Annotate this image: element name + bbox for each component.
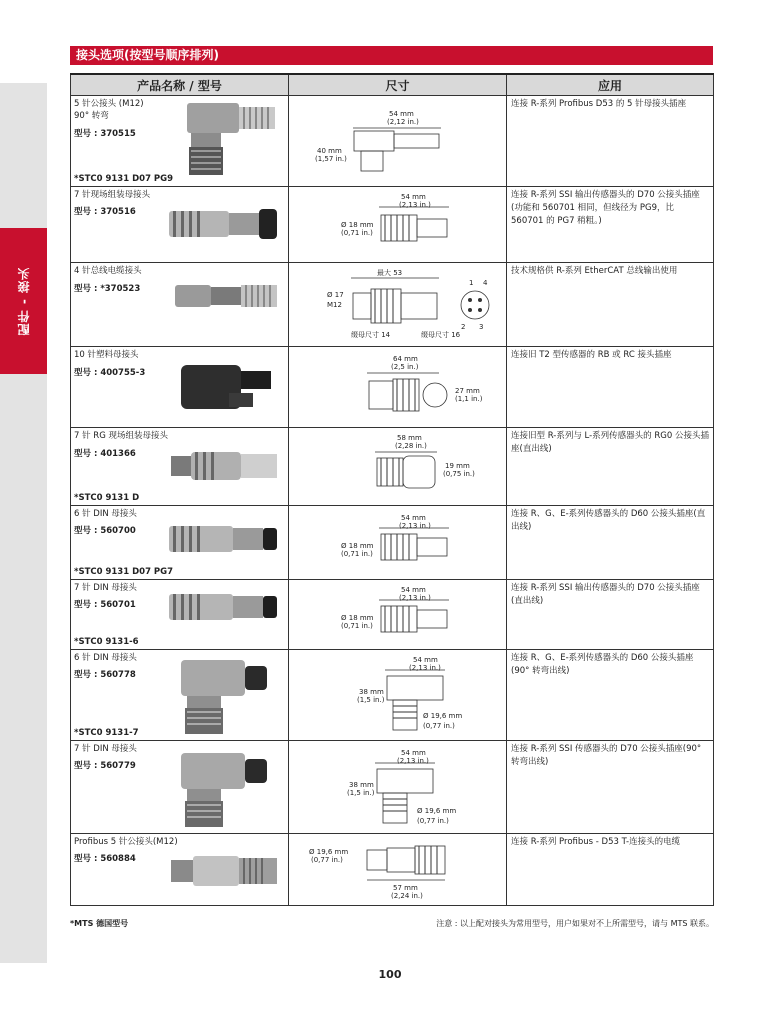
dim-label: (1,1 in.) bbox=[455, 395, 483, 403]
connector-photo bbox=[173, 357, 283, 421]
dimension-drawing bbox=[289, 650, 507, 740]
product-note: *STC0 9131-7 bbox=[74, 728, 139, 738]
dimension-drawing bbox=[289, 263, 507, 347]
product-model: 型号 : 560778 bbox=[74, 670, 136, 680]
dim-label: 38 mm bbox=[349, 781, 374, 789]
application-text: 连接 R-系列 Profibus D53 的 5 针母接头插座 bbox=[511, 99, 687, 109]
application-text: 连接旧型 R-系列与 L-系列传感器头的 RG0 公接头插座(直出线) bbox=[511, 431, 709, 454]
dim-label: (0,77 in.) bbox=[423, 722, 455, 730]
dim-label: (1,5 in.) bbox=[347, 789, 375, 797]
dim-label: Ø 19,6 mm bbox=[423, 712, 463, 720]
application-text: 连接 R-系列 SSI 传感器头的 D70 公接头插座(90° 转弯出线) bbox=[511, 744, 702, 767]
product-name: 4 针总线电缆接头 bbox=[74, 266, 142, 276]
product-model: 型号 : 560700 bbox=[74, 526, 136, 536]
dim-label: (2,5 in.) bbox=[391, 363, 419, 371]
dim-label: (2,12 in.) bbox=[387, 118, 419, 126]
dim-label: (0,77 in.) bbox=[311, 856, 343, 864]
connector-photo bbox=[167, 848, 283, 892]
dim-label: 19 mm bbox=[445, 462, 470, 470]
dim-label: Ø 19,6 mm bbox=[417, 807, 457, 815]
table-header-row bbox=[71, 74, 714, 96]
page-number: 100 bbox=[378, 968, 402, 981]
dim-label: (0,71 in.) bbox=[341, 550, 373, 558]
dim-label: 缀母尺寸 16 bbox=[421, 331, 461, 339]
table-row bbox=[71, 187, 714, 263]
dim-label: 64 mm bbox=[393, 355, 418, 363]
table-row bbox=[71, 428, 714, 506]
dimension-drawing bbox=[289, 834, 507, 906]
connector-photo bbox=[165, 588, 283, 628]
product-model: 型号 : 400755-3 bbox=[74, 368, 146, 378]
dim-label: 54 mm bbox=[389, 110, 414, 118]
dim-label: (2,13 in.) bbox=[399, 201, 431, 209]
dim-label: 54 mm bbox=[401, 586, 426, 594]
table-row bbox=[71, 741, 714, 834]
dimension-drawing bbox=[289, 580, 507, 650]
dim-label: 54 mm bbox=[413, 656, 438, 664]
application-text: 连接 R-系列 SSI 输出传感器头的 D70 公接头插座(直出线) bbox=[511, 583, 700, 606]
dim-label: Ø 18 mm bbox=[341, 614, 374, 622]
table-row bbox=[71, 347, 714, 428]
table-row bbox=[71, 263, 714, 347]
connector-photo bbox=[165, 520, 283, 560]
product-model: 型号 : 560779 bbox=[74, 761, 136, 771]
dim-label: 缀母尺寸 14 bbox=[351, 331, 391, 339]
product-name: Profibus 5 针公接头(M12) bbox=[74, 837, 178, 847]
product-model: 型号 : 370515 bbox=[74, 129, 136, 139]
product-model: 型号 : 560701 bbox=[74, 600, 136, 610]
table-row bbox=[71, 650, 714, 741]
product-name: 6 针 DIN 母接头 bbox=[74, 653, 137, 663]
application-text: 连接 R-系列 SSI 输出传感器头的 D70 公接头插座(功能和 560701 相同，但线径为 PG9，比 560701 的 PG7 稍粗。) bbox=[511, 190, 700, 226]
application-text: 连接 R、G、E-系列传感器头的 D60 公接头插座(90° 转弯出线) bbox=[511, 653, 694, 676]
product-name-line2: 90° 转弯 bbox=[74, 111, 109, 121]
product-name: 10 针塑料母接头 bbox=[74, 350, 139, 360]
dim-label: 最大 53 bbox=[377, 269, 403, 277]
pin-label: 2 bbox=[461, 323, 466, 331]
dim-label: 38 mm bbox=[359, 688, 384, 696]
pin-label: 1 bbox=[469, 279, 474, 287]
connector-photo bbox=[177, 98, 287, 184]
sidebar-section-tab[interactable] bbox=[0, 228, 47, 374]
dim-label: (2,24 in.) bbox=[391, 892, 423, 900]
dim-label: (0,75 in.) bbox=[443, 470, 475, 478]
dim-label: (1,5 in.) bbox=[357, 696, 385, 704]
dim-label: (0,71 in.) bbox=[341, 622, 373, 630]
dim-label: (2,13 in.) bbox=[397, 757, 429, 765]
product-name: 6 针 DIN 母接头 bbox=[74, 509, 137, 519]
dim-label: Ø 18 mm bbox=[341, 221, 374, 229]
application-text: 技术规格供 R-系列 EtherCAT 总线输出使用 bbox=[511, 266, 678, 276]
sidebar-strip bbox=[0, 83, 47, 963]
product-note: *STC0 9131 D bbox=[74, 493, 140, 503]
col-header-dimensions: 尺寸 bbox=[289, 74, 507, 96]
dim-label: (0,71 in.) bbox=[341, 229, 373, 237]
sidebar-section-label: 配件 - 接头 bbox=[17, 266, 31, 336]
dim-label: 57 mm bbox=[393, 884, 418, 892]
dim-label: (0,77 in.) bbox=[417, 817, 449, 825]
dimension-drawing bbox=[289, 741, 507, 833]
dim-label: M12 bbox=[327, 301, 342, 309]
connector-photo bbox=[167, 446, 283, 486]
dimension-drawing bbox=[289, 347, 507, 427]
dimension-drawing bbox=[289, 506, 507, 580]
product-note: *STC0 9131 D07 PG7 bbox=[74, 567, 174, 577]
dim-label: (2,13 in.) bbox=[399, 522, 431, 530]
table-row bbox=[71, 834, 714, 906]
product-note: *STC0 9131-6 bbox=[74, 637, 139, 647]
connector-photo bbox=[175, 656, 283, 738]
product-name: 7 针现场组装母接头 bbox=[74, 190, 151, 200]
col-header-application: 应用 bbox=[507, 74, 714, 96]
connector-photo bbox=[165, 205, 283, 245]
col-header-product: 产品名称 / 型号 bbox=[71, 74, 289, 96]
dim-label: 40 mm bbox=[317, 147, 342, 155]
product-name: 7 针 DIN 母接头 bbox=[74, 744, 137, 754]
product-note: *STC0 9131 D07 PG9 bbox=[74, 174, 174, 184]
section-title: 接头选项(按型号顺序排列) bbox=[70, 46, 713, 65]
application-text: 连接 R-系列 Profibus - D53 T-连接头的电缆 bbox=[511, 837, 681, 847]
footnote-left: *MTS 德国型号 bbox=[70, 919, 129, 928]
connector-photo bbox=[171, 277, 283, 317]
pin-label: 4 bbox=[483, 279, 488, 287]
application-text: 连接旧 T2 型传感器的 RB 或 RC 接头插座 bbox=[511, 350, 672, 360]
table-row bbox=[71, 580, 714, 650]
footnote-right: 注意 : 以上配对接头为常用型号，用户如果对不上所需型号，请与 MTS 联系。 bbox=[436, 919, 714, 928]
dimension-drawing bbox=[289, 428, 507, 506]
dim-label: Ø 19,6 mm bbox=[309, 848, 349, 856]
product-model: 型号 : 560884 bbox=[74, 854, 136, 864]
pin-label: 3 bbox=[479, 323, 484, 331]
dim-label: 54 mm bbox=[401, 193, 426, 201]
dim-label: (2,28 in.) bbox=[395, 442, 427, 450]
dim-label: Ø 18 mm bbox=[341, 542, 374, 550]
application-text: 连接 R、G、E-系列传感器头的 D60 公接头插座(直出线) bbox=[511, 509, 706, 532]
dim-label: 54 mm bbox=[401, 514, 426, 522]
dim-label: 58 mm bbox=[397, 434, 422, 442]
product-name: 5 针公接头 (M12) bbox=[74, 99, 144, 109]
dimension-drawing bbox=[289, 96, 507, 186]
dim-label: 27 mm bbox=[455, 387, 480, 395]
product-model: 型号 : 370516 bbox=[74, 207, 136, 217]
product-name: 7 针 DIN 母接头 bbox=[74, 583, 137, 593]
dimension-drawing bbox=[289, 187, 507, 263]
dim-label: Ø 17 bbox=[327, 291, 344, 299]
dim-label: (1,57 in.) bbox=[315, 155, 347, 163]
product-model: 型号 : 401366 bbox=[74, 449, 136, 459]
connector-photo bbox=[175, 749, 283, 831]
connector-table bbox=[70, 73, 714, 906]
product-name: 7 针 RG 现场组装母接头 bbox=[74, 431, 169, 441]
dim-label: (2,13 in.) bbox=[409, 664, 441, 672]
dim-label: 54 mm bbox=[401, 749, 426, 757]
product-model: 型号 : *370523 bbox=[74, 284, 141, 294]
dim-label: (2,13 in.) bbox=[399, 594, 431, 602]
